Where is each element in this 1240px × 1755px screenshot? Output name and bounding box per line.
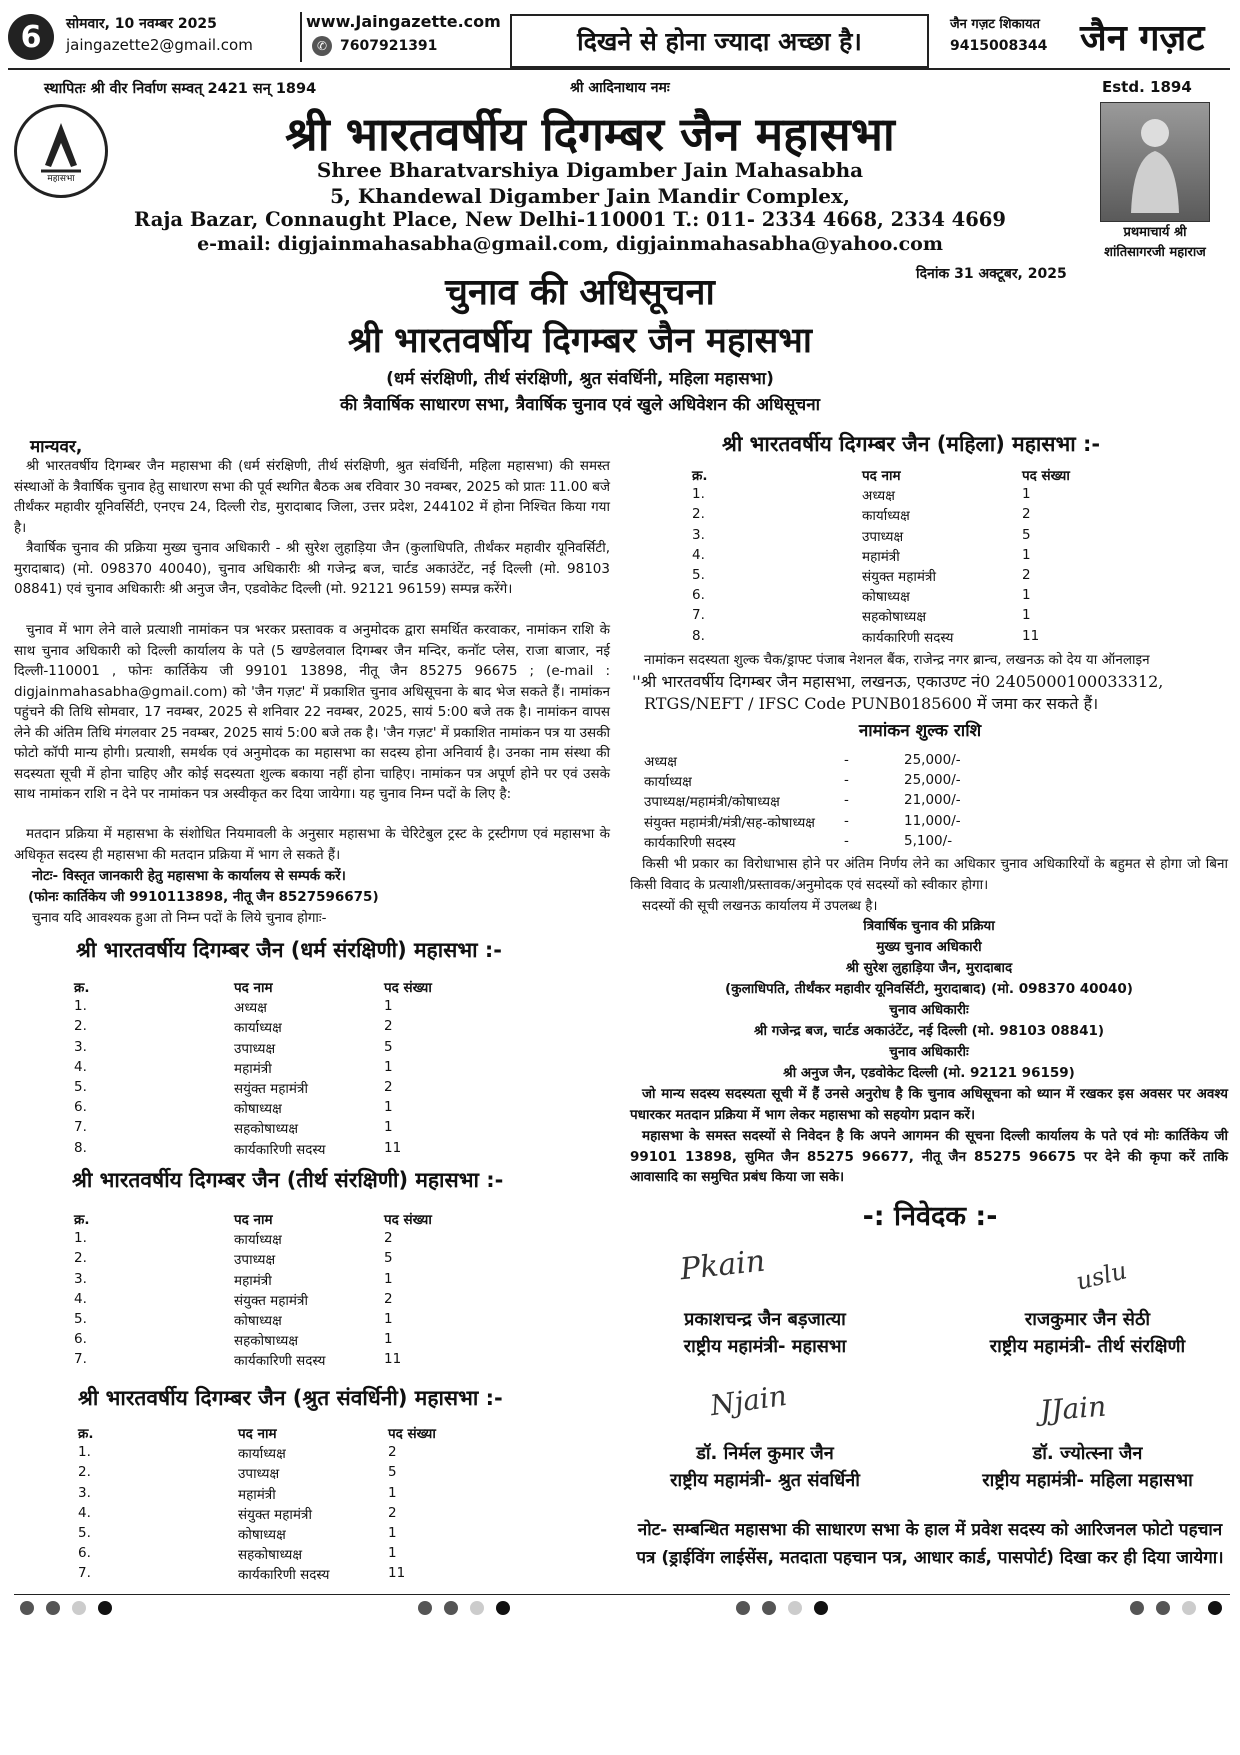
post-table-shrut-cell: 6. (78, 1545, 91, 1562)
post-table-tirth-row (74, 1230, 494, 1250)
notice-org-title: श्री भारतवर्षीय दिगम्बर जैन महासभा (348, 321, 812, 361)
post-table-dharm-row (74, 1140, 494, 1160)
post-table-dharm-cell: 4. (74, 1058, 87, 1075)
officer-label-1: चुनाव अधिकारीः (889, 1002, 969, 1018)
post-table-mahila-cell: 5 (1022, 526, 1031, 543)
post-table-mahila-cell: 8. (692, 627, 705, 644)
post-table-tirth-cell: संयुक्त महामंत्री (234, 1292, 308, 1309)
post-table-dharm-cell: 5 (384, 1038, 393, 1055)
post-table-tirth-cell: पद संख्या (384, 1212, 432, 1228)
post-table-mahila-row (692, 567, 1112, 587)
post-table-tirth-row (74, 1351, 494, 1371)
section-title-dharm: श्री भारतवर्षीय दिगम्बर जैन (धर्म संरक्षिणी) महासभा :- (76, 938, 502, 962)
post-table-shrut-cell: कोषाध्यक्ष (238, 1527, 286, 1543)
signature-2: uslu (1073, 1256, 1130, 1296)
salutation: मान्यवर, (30, 437, 83, 457)
footer-dots-4 (1130, 1600, 1234, 1619)
post-table-shrut-cell: क्र. (78, 1426, 94, 1442)
issue-date: सोमवार, 10 नवम्बर 2025 (66, 16, 217, 32)
payment-line-3: RTGS/NEFT / IFSC Code PUNB0185600 में जमा कर सकते हैं। (644, 694, 1099, 713)
post-table-shrut-cell: उपाध्यक्ष (238, 1466, 280, 1483)
post-table-mahila-cell: 11 (1022, 627, 1040, 644)
signature-4: JJain (1038, 1389, 1108, 1428)
post-table-tirth-cell: 4. (74, 1290, 87, 1307)
post-table-mahila-cell: 4. (692, 546, 705, 563)
notice-title: चुनाव की अधिसूचना (445, 272, 715, 313)
post-table-mahila-cell: पद नाम (862, 468, 901, 484)
masthead: जैन गज़ट (1080, 17, 1205, 59)
post-table-mahila-cell: 2 (1022, 506, 1031, 523)
signature-1: Pkain (678, 1243, 767, 1288)
post-table-tirth-cell: महामंत्री (234, 1272, 272, 1289)
fee-table-row (644, 833, 1064, 853)
post-table-tirth-cell: कोषाध्यक्ष (234, 1313, 282, 1329)
post-table-dharm-cell: पद नाम (234, 980, 273, 996)
post-table-mahila-cell: पद संख्या (1022, 468, 1070, 484)
post-table-mahila-cell: संयुक्त महामंत्री (862, 569, 936, 585)
header-divider (300, 12, 302, 62)
post-table-tirth-cell: 5. (74, 1311, 87, 1327)
post-table-mahila-cell: क्र. (692, 468, 708, 484)
fee-table-row (644, 772, 1064, 792)
post-table-mahila-cell: 1 (1022, 546, 1031, 563)
post-table-tirth-cell: 11 (384, 1351, 402, 1368)
post-table-shrut-cell: 5 (388, 1464, 397, 1481)
post-table-dharm-cell: 1 (384, 1119, 393, 1136)
post-table-mahila-row (692, 547, 1112, 567)
section-title-shrut: श्री भारतवर्षीय दिगम्बर जैन (श्रुत संवर्धिनी) महासभा :- (78, 1386, 503, 1410)
signatory-4-name: डॉ. ज्योत्स्ना जैन (1032, 1443, 1143, 1464)
signatory-3 (620, 1440, 910, 1494)
whatsapp-icon: ✆ (312, 36, 332, 56)
post-table-dharm-cell: उपाध्यक्ष (234, 1040, 276, 1057)
fee-table-cell: 25,000/- (904, 772, 961, 789)
posts-table-dharm (74, 978, 494, 1160)
signature-3: Njain (708, 1378, 789, 1423)
page-number: 6 (8, 14, 54, 60)
post-table-dharm-cell: 2. (74, 1018, 87, 1035)
post-table-shrut-cell: पद नाम (238, 1426, 277, 1442)
signatory-4 (945, 1440, 1230, 1494)
post-table-mahila-row (692, 607, 1112, 627)
post-table-tirth-cell: 1 (384, 1311, 393, 1327)
post-table-mahila-row (692, 486, 1112, 506)
post-table-tirth-row (74, 1311, 494, 1331)
invocation: श्री आदिनाथाय नमः (570, 80, 670, 96)
fee-table-row (644, 813, 1064, 833)
post-table-shrut-cell: कार्यकारिणी सदस्य (238, 1567, 330, 1584)
post-table-dharm-cell: सयुंक्त महामंत्री (234, 1081, 308, 1097)
post-table-dharm-cell: 1. (74, 998, 87, 1015)
post-table-tirth-cell: 5 (384, 1250, 393, 1267)
post-table-mahila-cell: कार्यकारिणी सदस्य (862, 629, 954, 646)
post-table-dharm-row (74, 1079, 494, 1099)
post-table-mahila-cell: 1 (1022, 486, 1031, 503)
fee-table-row (644, 792, 1064, 812)
post-table-shrut-cell: 1 (388, 1545, 397, 1562)
established-line: स्थापितः श्री वीर निर्वाण सम्वत् 2421 सन् 1894 (44, 81, 317, 97)
signatory-1 (620, 1306, 910, 1360)
post-table-dharm-cell: कार्याध्यक्ष (234, 1020, 282, 1037)
post-table-mahila-cell: कोषाध्यक्ष (862, 589, 910, 606)
section-title-mahila: श्री भारतवर्षीय दिगम्बर जैन (महिला) महासभा :- (722, 432, 1101, 456)
post-table-mahila-cell: कार्याध्यक्ष (862, 508, 910, 525)
post-table-mahila-cell: 1 (1022, 607, 1031, 624)
org-title-english: Shree Bharatvarshiya Digamber Jain Mahasabha (316, 158, 864, 182)
post-table-tirth-cell: 7. (74, 1351, 87, 1368)
post-table-tirth-cell: 2 (384, 1290, 393, 1307)
post-table-shrut-row (78, 1545, 498, 1565)
post-table-shrut-cell: 2 (388, 1444, 397, 1461)
footer-dots-3 (736, 1600, 840, 1619)
post-table-dharm-cell: पद संख्या (384, 980, 432, 996)
post-table-shrut-row (78, 1464, 498, 1484)
post-table-shrut-cell: कार्याध्यक्ष (238, 1446, 286, 1463)
post-table-tirth-cell: 1 (384, 1331, 393, 1348)
post-table-tirth-row (74, 1291, 494, 1311)
post-table-mahila-cell: 2 (1022, 567, 1031, 583)
complaint-phone: 9415008344 (950, 38, 1048, 54)
footer-dots-2 (418, 1600, 522, 1619)
post-table-mahila-row (692, 527, 1112, 547)
post-table-tirth-cell: 6. (74, 1331, 87, 1348)
post-table-dharm-row (74, 1099, 494, 1119)
post-table-shrut-cell: 7. (78, 1565, 91, 1582)
post-table-dharm-cell: अध्यक्ष (234, 1000, 267, 1017)
post-table-shrut-row (78, 1444, 498, 1464)
post-table-dharm-cell: कार्यकारिणी सदस्य (234, 1141, 326, 1158)
signatory-3-role: राष्ट्रीय महामंत्री- श्रुत संवर्धिनी (670, 1470, 860, 1491)
post-table-mahila-cell: उपाध्यक्ष (862, 528, 904, 545)
post-table-shrut-cell: 5. (78, 1525, 91, 1541)
post-table-tirth-cell: 2 (384, 1230, 393, 1247)
gazette-phone: 7607921391 (340, 38, 438, 54)
post-table-shrut-row (78, 1565, 498, 1585)
signatory-2-name: राजकुमार जैन सेठी (1024, 1309, 1151, 1330)
fee-table-cell: कार्याध्यक्ष (644, 774, 692, 791)
footer-dots-1 (20, 1600, 124, 1619)
post-table-mahila-cell: महामंत्री (862, 548, 900, 565)
posts-table-tirth (74, 1210, 494, 1372)
para-voting: मतदान प्रक्रिया में महासभा के संशोधित नियमावली के अनुसार महासभा के चेरिटेबुल ट्रस्ट के ट्रस्टीगण एवं महासभा के अधिकृत सदस्य ही महासभा की मतदान प्रक्रिया में भाग ले सकते हैं। (14, 826, 610, 863)
officer-label-2: चुनाव अधिकारीः (889, 1044, 969, 1060)
attendance-request: जो मान्य सदस्य सदस्यता सूची में हैं उनसे अनुरोध है कि चुनाव अधिसूचना को ध्यान में रखकर इस अवसर पर अवश्य पधारकर मतदान प्रक्रिया में भाग लेकर महासभा को सहयोग प्रदान करें। (630, 1086, 1228, 1123)
signatory-2-role: राष्ट्रीय महामंत्री- तीर्थ संरक्षिणी (989, 1336, 1186, 1357)
post-table-dharm-cell: 7. (74, 1119, 87, 1136)
post-table-mahila-header-row (692, 466, 1112, 486)
post-table-mahila-row (692, 506, 1112, 526)
post-table-shrut-cell: महामंत्री (238, 1486, 276, 1503)
post-table-mahila-cell: 5. (692, 567, 705, 583)
officer-1: श्री गजेन्द्र बज, चार्टड अकाउंटेंट, नई दिल्ली (मो. 98103 08841) (753, 1023, 1105, 1039)
post-table-shrut-cell: संयुक्त महामंत्री (238, 1506, 312, 1523)
post-table-dharm-cell: 11 (384, 1139, 402, 1156)
post-table-tirth-cell: 1 (384, 1270, 393, 1287)
arrival-request: महासभा के समस्त सदस्यों से निवेदन है कि अपने आगमन की सूचना दिल्ली कार्यालय के पते एवं मोः कार्तिकेय जी 99101 13898, सुमित जैन 85275 96677, नीतू जैन 85275 96675 पर देने की कृपा करें ताकि आवासादि का समुचित प्रबंध किया जा सके। (630, 1128, 1228, 1185)
para-meeting: श्री भारतवर्षीय दिगम्बर जैन महासभा की (धर्म संरक्षिणी, तीर्थ संरक्षिणी, श्रुत संवर्धिनी, महिला महासभा) की समस्त संस्थाओं के त्रैवार्षिक चुनाव हेतु साधारण सभा की पूर्व स्थगित बैठक अब रविवार 30 नवम्बर, 2025 को प्रातः 11.00 बजे तीर्थंकर महावीर यूनिवर्सिटी, एनएच 24, दिल्ली रोड, मुरादाबाद जिला, उत्तर प्रदेश, 244102 में होना निश्चित किया गया है। (14, 458, 610, 536)
header-rule (8, 68, 1230, 70)
post-table-shrut-cell: 1. (78, 1444, 91, 1461)
complaint-label: जैन गज़ट शिकायत (950, 17, 1040, 32)
post-table-shrut-cell: पद संख्या (388, 1426, 436, 1442)
post-table-dharm-header-row (74, 978, 494, 998)
fee-table-cell: संयुक्त महामंत्री/मंत्री/सह-कोषाध्यक्ष (644, 814, 815, 831)
fee-title: नामांकन शुल्क राशि (858, 721, 982, 741)
logo-text: महासभा (47, 174, 75, 184)
post-table-dharm-cell: सहकोषाध्यक्ष (234, 1121, 299, 1138)
post-table-shrut-cell: 4. (78, 1504, 91, 1521)
chief-officer-label: मुख्य चुनाव अधिकारी (876, 939, 982, 955)
gazette-website: www.Jaingazette.com (306, 12, 501, 31)
fee-table-cell: 21,000/- (904, 792, 961, 809)
post-table-dharm-cell: 2 (384, 1079, 393, 1095)
post-table-shrut-row (78, 1505, 498, 1525)
fee-table-cell: अध्यक्ष (644, 754, 677, 770)
election-intro: चुनाव यदि आवश्यक हुआ तो निम्न पदों के लिये चुनाव होगाः- (32, 910, 327, 926)
nivedak-heading: -: निवेदक :- (862, 1201, 998, 1232)
post-table-tirth-cell: उपाध्यक्ष (234, 1252, 276, 1269)
footer-note: नोट- सम्बन्धित महासभा की साधारण सभा के हाल में प्रवेश सदस्य को आरिजनल फोटो पहचान पत्र (ड्राईविंग लाईसेंस, मतदाता पहचान पत्र, आधार कार्ड, पासपोर्ट) दिखा कर ही दिया जायेगा। (636, 1520, 1224, 1568)
fee-table-cell: - (844, 772, 849, 789)
fee-table-cell: कार्यकारिणी सदस्य (644, 834, 736, 851)
post-table-tirth-cell: पद नाम (234, 1212, 273, 1228)
posts-table-shrut (78, 1424, 498, 1586)
fee-table (644, 752, 1064, 854)
post-table-tirth-row (74, 1331, 494, 1351)
photo-caption-1: प्रथमाचार्य श्री (1123, 225, 1187, 240)
post-table-dharm-cell: 8. (74, 1139, 87, 1156)
note-contact: नोटः- विस्तृत जानकारी हेतु महासभा के कार्यालय से सम्पर्क करें। (32, 868, 346, 884)
notice-subtitle-2: की त्रैवार्षिक साधारण सभा, त्रैवार्षिक चुनाव एवं खुले अधिवेशन की अधिसूचना (339, 395, 821, 415)
post-table-mahila-row (692, 587, 1112, 607)
post-table-dharm-row (74, 1039, 494, 1059)
notice-subtitle-1: (धर्म संरक्षिणी, तीर्थ संरक्षिणी, श्रुत संवर्धिनी, महिला महासभा) (386, 369, 774, 389)
post-table-mahila-cell: अध्यक्ष (862, 488, 895, 505)
post-table-shrut-row (78, 1525, 498, 1545)
post-table-mahila-row (692, 628, 1112, 648)
note-phones: (फोनः कार्तिकेय जी 9910113898, नीतू जैन 8527596675) (28, 889, 379, 905)
post-table-dharm-cell: 5. (74, 1079, 87, 1095)
org-title-hindi: श्री भारतवर्षीय दिगम्बर जैन महासभा (285, 107, 895, 161)
post-table-tirth-cell: कार्यकारिणी सदस्य (234, 1353, 326, 1370)
address-line-1: 5, Khandewal Digamber Jain Mandir Complex, (330, 184, 850, 208)
acharya-photo (1100, 102, 1210, 222)
address-line-2: Raja Bazar, Connaught Place, New Delhi-110001 T.: 011- 2334 4668, 2334 4669 (134, 208, 1006, 231)
post-table-dharm-cell: 1 (384, 1058, 393, 1075)
post-table-shrut-cell: 11 (388, 1565, 406, 1582)
post-table-dharm-row (74, 1018, 494, 1038)
section-title-tirth: श्री भारतवर्षीय दिगम्बर जैन (तीर्थ संरक्षिणी) महासभा :- (72, 1168, 504, 1192)
footer-rule (14, 1594, 1230, 1595)
post-table-dharm-cell: 1 (384, 998, 393, 1015)
chief-officer-desc: (कुलाधिपति, तीर्थंकर महावीर यूनिवर्सिटी, मुरादाबाद) (मो. 098370 40040) (725, 981, 1133, 997)
signatory-3-name: डॉ. निर्मल कुमार जैन (696, 1443, 834, 1464)
post-table-shrut-cell: सहकोषाध्यक्ष (238, 1547, 303, 1564)
post-table-tirth-cell: 3. (74, 1270, 87, 1287)
tagline: दिखने से होना ज्यादा अच्छा है। (510, 14, 929, 68)
dispute-clause: किसी भी प्रकार का विरोधाभास होने पर अंतिम निर्णय लेने का अधिकार चुनाव अधिकारियों के बहुमत से होगा जो बिना किसी विवाद के प्रत्याशी/प्रस्तावक/अनुमोदक एवं सदस्यों को स्वीकार होगा। (630, 856, 1228, 893)
post-table-dharm-cell: क्र. (74, 980, 90, 996)
notice-date: दिनांक 31 अक्टूबर, 2025 (916, 266, 1067, 282)
post-table-tirth-cell: क्र. (74, 1212, 90, 1228)
post-table-dharm-cell: 1 (384, 1099, 393, 1116)
post-table-mahila-cell: 7. (692, 607, 705, 624)
para-process: त्रैवार्षिक चुनाव की प्रक्रिया मुख्य चुनाव अधिकारी - श्री सुरेश लुहाड़िया जैन (कुलाधिपति, तीर्थंकर महावीर यूनिवर्सिटी, मुरादाबाद) (मो. 098370 40040), चुनाव अधिकारीः श्री गजेन्द्र बज, चार्टड अकाउंटेंट, नई दिल्ली (मो. 98103 08841) एवं चुनाव अधिकारीः श्री अनुज जैन, एडवोकेट दिल्ली (मो. 92121 96159) सम्पन्न करेंगे। (14, 540, 610, 597)
gazette-email: jaingazette2@gmail.com (66, 36, 253, 54)
fee-table-cell: 25,000/- (904, 752, 961, 768)
post-table-mahila-cell: सहकोषाध्यक्ष (862, 609, 927, 626)
post-table-shrut-cell: 2 (388, 1504, 397, 1521)
payment-line-2: ''श्री भारतवर्षीय दिगम्बर जैन महासभा, लखनऊ, एकाउण्ट नं0 2405000100033312, (632, 672, 1164, 691)
post-table-shrut-header-row (78, 1424, 498, 1444)
org-emails: e-mail: digjainmahasabha@gmail.com, digjainmahasabha@yahoo.com (197, 233, 943, 255)
post-table-tirth-row (74, 1250, 494, 1270)
post-table-dharm-cell: 2 (384, 1018, 393, 1035)
officer-2: श्री अनुज जैन, एडवोकेट दिल्ली (मो. 92121 96159) (783, 1065, 1075, 1081)
para-nomination: चुनाव में भाग लेने वाले प्रत्याशी नामांकन पत्र भरकर प्रस्तावक व अनुमोदक द्वारा समर्थित करवाकर, नामांकन राशि के साथ चुनाव अधिकारी को दिल्ली कार्यालय के पते (5 खण्डेलवाल दिगम्बर जैन मन्दिर, कनॉट प्लेस, राजा बाजार, नई दिल्ली-110001 , फोनः कार्तिकेय जी 99101 13898, नीतू जैन 85275 96675 ; (e-mail : digjainmahasabha@gmail.com) को 'जैन गज़ट' में प्रकाशित चुनाव अधिसूचना के बाद भेज सकते हैं। नामांकन पहुंचने की तिथि सोमवार, 17 नवम्बर, 2025 से शनिवार 22 नवम्बर, 2025, सायं 5:00 बजे तक है। नामांकन वापस लेने की अंतिम तिथि मंगलवार 25 नवम्बर, 2025 सायं 5:00 बजे तक है। 'जैन गज़ट' में प्रकाशित नामांकन पत्र या उसकी फोटो कॉपी मान्य होगी। प्रत्याशी, समर्थक एवं अनुमोदक का महासभा का सदस्य होना अनिवार्य है। उनका नाम संस्था की सदस्यता सूची में होना चाहिए और कोई सदस्यता शुल्क बकाया नहीं होना चाहिए। नामांकन पत्र अपूर्ण होने पर एवं उसके साथ नामांकन राशि न देने पर नामांकन पत्र अस्वीकृत कर दिया जायेगा। यह चुनाव निम्न पदों के लिए है: (14, 622, 610, 802)
post-table-shrut-cell: 2. (78, 1464, 91, 1481)
members-list-note: सदस्यों की सूची लखनऊ कार्यालय में उपलब्ध है। (642, 898, 878, 914)
post-table-tirth-cell: कार्याध्यक्ष (234, 1232, 282, 1249)
post-table-mahila-cell: 1 (1022, 587, 1031, 604)
mahasabha-logo (14, 104, 108, 198)
post-table-tirth-cell: 2. (74, 1250, 87, 1267)
signatory-2 (945, 1306, 1230, 1360)
post-table-dharm-cell: 3. (74, 1038, 87, 1055)
fee-table-cell: 5,100/- (904, 832, 953, 849)
post-table-mahila-cell: 3. (692, 526, 705, 543)
post-table-dharm-cell: 6. (74, 1099, 87, 1116)
post-table-dharm-cell: कोषाध्यक्ष (234, 1101, 282, 1118)
post-table-tirth-header-row (74, 1210, 494, 1230)
post-table-dharm-cell: महामंत्री (234, 1060, 272, 1077)
signatory-4-role: राष्ट्रीय महामंत्री- महिला महासभा (982, 1470, 1193, 1491)
post-table-dharm-row (74, 1059, 494, 1079)
fee-table-cell: - (844, 832, 849, 849)
fee-table-row (644, 752, 1064, 772)
payment-line-1: नामांकन सदस्यता शुल्क चैक/ड्राफ्ट पंजाब नेशनल बैंक, राजेन्द्र नगर ब्रान्च, लखनऊ को देय या ऑनलाइन (644, 652, 1150, 668)
fee-table-cell: - (844, 792, 849, 809)
fee-table-cell: - (844, 752, 849, 768)
post-table-shrut-row (78, 1485, 498, 1505)
posts-table-mahila (692, 466, 1112, 648)
signatory-1-name: प्रकाशचन्द्र जैन बड़जात्या (684, 1309, 846, 1330)
post-table-tirth-cell: सहकोषाध्यक्ष (234, 1333, 299, 1350)
post-table-dharm-row (74, 998, 494, 1018)
post-table-shrut-cell: 1 (388, 1484, 397, 1501)
post-table-dharm-row (74, 1119, 494, 1139)
post-table-mahila-cell: 6. (692, 587, 705, 604)
acharya-figure-icon (1101, 103, 1209, 221)
post-table-shrut-cell: 1 (388, 1525, 397, 1541)
fee-table-cell: - (844, 812, 849, 829)
signatory-1-role: राष्ट्रीय महामंत्री- महासभा (683, 1336, 847, 1357)
fee-table-cell: 11,000/- (904, 812, 961, 829)
chief-officer-name: श्री सुरेश लुहाड़िया जैन, मुरादाबाद (845, 960, 1013, 976)
photo-caption-2: शांतिसागरजी महाराज (1104, 245, 1206, 260)
fee-table-cell: उपाध्यक्ष/महामंत्री/कोषाध्यक्ष (644, 794, 780, 811)
estd-year: Estd. 1894 (1102, 78, 1192, 96)
post-table-mahila-cell: 1. (692, 486, 705, 503)
post-table-mahila-cell: 2. (692, 506, 705, 523)
post-table-shrut-cell: 3. (78, 1484, 91, 1501)
process-title: त्रिवार्षिक चुनाव की प्रक्रिया (863, 918, 995, 934)
post-table-tirth-cell: 1. (74, 1230, 87, 1247)
post-table-tirth-row (74, 1271, 494, 1291)
